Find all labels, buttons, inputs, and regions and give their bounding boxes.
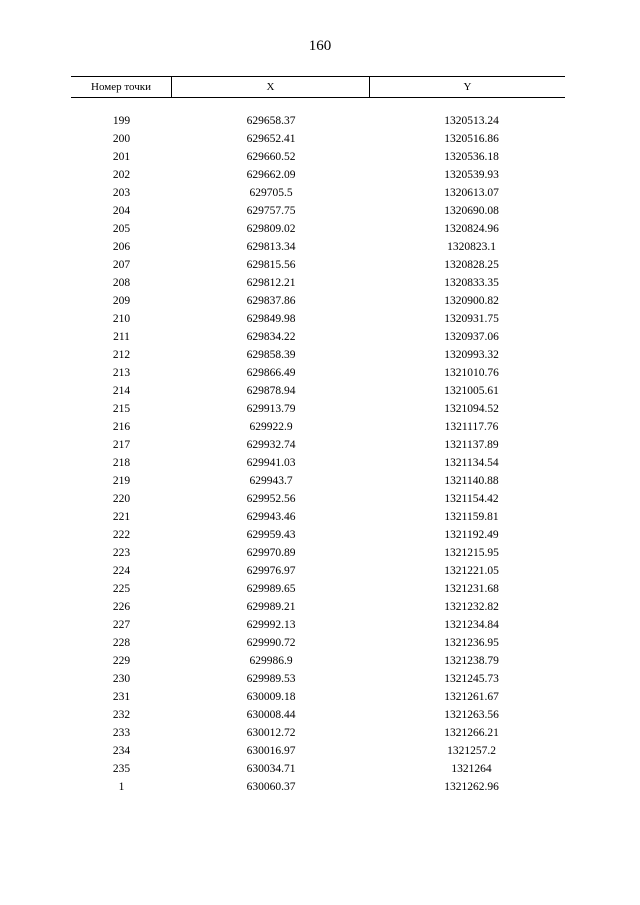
table-row bbox=[71, 616, 565, 634]
table-row bbox=[71, 418, 565, 436]
point-number-cell: 201 bbox=[112, 151, 131, 163]
x-coordinate-cell: 630034.71 bbox=[246, 763, 296, 775]
point-number-cell: 206 bbox=[112, 241, 131, 253]
table-row bbox=[71, 202, 565, 220]
point-number-cell: 212 bbox=[112, 349, 131, 361]
y-coordinate-cell: 1320931.75 bbox=[444, 313, 499, 325]
point-number-cell: 215 bbox=[112, 403, 131, 415]
table-row bbox=[71, 130, 565, 148]
x-coordinate-cell: 629849.98 bbox=[246, 313, 296, 325]
x-coordinate-cell: 629662.09 bbox=[246, 169, 296, 181]
point-number-cell: 225 bbox=[112, 583, 131, 595]
point-number-cell: 200 bbox=[112, 133, 131, 145]
x-coordinate-cell: 629989.65 bbox=[246, 583, 296, 595]
point-number-cell: 210 bbox=[112, 313, 131, 325]
table-row bbox=[71, 436, 565, 454]
y-coordinate-cell: 1321236.95 bbox=[444, 637, 499, 649]
y-coordinate-cell: 1321159.81 bbox=[444, 511, 499, 523]
table-row bbox=[71, 310, 565, 328]
x-coordinate-cell: 629812.21 bbox=[246, 277, 296, 289]
point-number-cell: 233 bbox=[112, 727, 131, 739]
point-number-cell: 220 bbox=[112, 493, 131, 505]
table-row bbox=[71, 634, 565, 652]
y-coordinate-cell: 1321245.73 bbox=[444, 673, 499, 685]
point-number-cell: 234 bbox=[112, 745, 131, 757]
point-number-cell: 228 bbox=[112, 637, 131, 649]
x-coordinate-cell: 629989.21 bbox=[246, 601, 296, 613]
table-row bbox=[71, 778, 565, 796]
y-coordinate-cell: 1321232.82 bbox=[444, 601, 499, 613]
table-row bbox=[71, 526, 565, 544]
x-coordinate-cell: 629757.75 bbox=[246, 205, 296, 217]
y-coordinate-cell: 1321264 bbox=[451, 763, 492, 775]
y-coordinate-cell: 1320613.07 bbox=[444, 187, 499, 199]
y-coordinate-cell: 1321094.52 bbox=[444, 403, 499, 415]
point-number-cell: 203 bbox=[112, 187, 131, 199]
y-coordinate-cell: 1321154.42 bbox=[444, 493, 499, 505]
table-row bbox=[71, 760, 565, 778]
x-coordinate-cell: 629809.02 bbox=[246, 223, 296, 235]
point-number-cell: 222 bbox=[112, 529, 131, 541]
y-coordinate-cell: 1320516.86 bbox=[444, 133, 499, 145]
table-row bbox=[71, 670, 565, 688]
y-coordinate-cell: 1321261.67 bbox=[444, 691, 499, 703]
y-coordinate-cell: 1320513.24 bbox=[444, 115, 499, 127]
y-coordinate-cell: 1320824.96 bbox=[444, 223, 499, 235]
y-coordinate-cell: 1320833.35 bbox=[444, 277, 499, 289]
point-number-cell: 231 bbox=[112, 691, 131, 703]
header-point-number: Номер точки bbox=[71, 77, 172, 97]
table-row bbox=[71, 364, 565, 382]
x-coordinate-cell: 629913.79 bbox=[246, 403, 296, 415]
table-row bbox=[71, 742, 565, 760]
table-row bbox=[71, 454, 565, 472]
header-y: Y bbox=[463, 81, 472, 93]
y-coordinate-cell: 1321266.21 bbox=[444, 727, 499, 739]
x-coordinate-cell: 629866.49 bbox=[246, 367, 296, 379]
x-coordinate-cell: 629858.39 bbox=[246, 349, 296, 361]
x-coordinate-cell: 629705.5 bbox=[249, 187, 293, 199]
table-row bbox=[71, 292, 565, 310]
y-coordinate-cell: 1320823.1 bbox=[447, 241, 496, 253]
x-coordinate-cell: 629941.03 bbox=[246, 457, 296, 469]
x-coordinate-cell: 629652.41 bbox=[246, 133, 296, 145]
x-coordinate-cell: 629878.94 bbox=[246, 385, 296, 397]
x-coordinate-cell: 629658.37 bbox=[246, 115, 296, 127]
table-row bbox=[71, 490, 565, 508]
y-coordinate-cell: 1321221.05 bbox=[444, 565, 499, 577]
table-row bbox=[71, 652, 565, 670]
point-number-cell: 229 bbox=[112, 655, 131, 667]
x-coordinate-cell: 630016.97 bbox=[246, 745, 296, 757]
point-number-cell: 217 bbox=[112, 439, 131, 451]
x-coordinate-cell: 629932.74 bbox=[246, 439, 296, 451]
table-row bbox=[71, 238, 565, 256]
point-number-cell: 204 bbox=[112, 205, 131, 217]
point-number-cell: 230 bbox=[112, 673, 131, 685]
y-coordinate-cell: 1320536.18 bbox=[444, 151, 499, 163]
coordinates-table bbox=[71, 76, 565, 796]
y-coordinate-cell: 1321257.2 bbox=[447, 745, 496, 757]
table-row bbox=[71, 256, 565, 274]
table-row bbox=[71, 598, 565, 616]
point-number-cell: 216 bbox=[112, 421, 131, 433]
y-coordinate-cell: 1321262.96 bbox=[444, 781, 499, 793]
x-coordinate-cell: 629815.56 bbox=[246, 259, 296, 271]
page-number: 160 bbox=[308, 38, 332, 54]
y-coordinate-cell: 1321215.95 bbox=[444, 547, 499, 559]
table-row bbox=[71, 544, 565, 562]
table-row bbox=[71, 400, 565, 418]
y-coordinate-cell: 1320900.82 bbox=[444, 295, 499, 307]
x-coordinate-cell: 629992.13 bbox=[246, 619, 296, 631]
x-coordinate-cell: 629959.43 bbox=[246, 529, 296, 541]
point-number-cell: 202 bbox=[112, 169, 131, 181]
x-coordinate-cell: 629976.97 bbox=[246, 565, 296, 577]
point-number-cell: 235 bbox=[112, 763, 131, 775]
point-number-cell: 207 bbox=[112, 259, 131, 271]
x-coordinate-cell: 630060.37 bbox=[246, 781, 296, 793]
x-coordinate-cell: 630012.72 bbox=[246, 727, 296, 739]
x-coordinate-cell: 629943.46 bbox=[246, 511, 296, 523]
point-number-cell: 214 bbox=[112, 385, 131, 397]
table-row bbox=[71, 382, 565, 400]
x-coordinate-cell: 629986.9 bbox=[249, 655, 293, 667]
table-row bbox=[71, 148, 565, 166]
table-row bbox=[71, 184, 565, 202]
y-coordinate-cell: 1320993.32 bbox=[444, 349, 499, 361]
y-coordinate-cell: 1320828.25 bbox=[444, 259, 499, 271]
x-coordinate-cell: 630009.18 bbox=[246, 691, 296, 703]
table-header bbox=[71, 76, 565, 98]
y-coordinate-cell: 1321238.79 bbox=[444, 655, 499, 667]
x-coordinate-cell: 629922.9 bbox=[249, 421, 293, 433]
point-number-cell: 1 bbox=[118, 781, 125, 793]
point-number-cell: 199 bbox=[112, 115, 131, 127]
point-number-cell: 213 bbox=[112, 367, 131, 379]
table-row bbox=[71, 274, 565, 292]
table-row bbox=[71, 472, 565, 490]
x-coordinate-cell: 629952.56 bbox=[246, 493, 296, 505]
y-coordinate-cell: 1321117.76 bbox=[444, 421, 499, 433]
y-coordinate-cell: 1321140.88 bbox=[444, 475, 499, 487]
point-number-cell: 205 bbox=[112, 223, 131, 235]
table-row bbox=[71, 706, 565, 724]
x-coordinate-cell: 629990.72 bbox=[246, 637, 296, 649]
table-row bbox=[71, 724, 565, 742]
x-coordinate-cell: 629970.89 bbox=[246, 547, 296, 559]
table-row bbox=[71, 688, 565, 706]
y-coordinate-cell: 1320539.93 bbox=[444, 169, 499, 181]
x-coordinate-cell: 629660.52 bbox=[246, 151, 296, 163]
table-row bbox=[71, 328, 565, 346]
table-row bbox=[71, 508, 565, 526]
y-coordinate-cell: 1321134.54 bbox=[444, 457, 499, 469]
y-coordinate-cell: 1321234.84 bbox=[444, 619, 499, 631]
point-number-cell: 209 bbox=[112, 295, 131, 307]
y-coordinate-cell: 1321192.49 bbox=[444, 529, 499, 541]
x-coordinate-cell: 629837.86 bbox=[246, 295, 296, 307]
point-number-cell: 224 bbox=[112, 565, 131, 577]
table-body bbox=[71, 112, 565, 796]
point-number-cell: 232 bbox=[112, 709, 131, 721]
table-row bbox=[71, 580, 565, 598]
table-row bbox=[71, 562, 565, 580]
point-number-cell: 219 bbox=[112, 475, 131, 487]
y-coordinate-cell: 1320937.06 bbox=[444, 331, 499, 343]
x-coordinate-cell: 629813.34 bbox=[246, 241, 296, 253]
table-row bbox=[71, 346, 565, 364]
x-coordinate-cell: 629989.53 bbox=[246, 673, 296, 685]
y-coordinate-cell: 1321263.56 bbox=[444, 709, 499, 721]
point-number-cell: 227 bbox=[112, 619, 131, 631]
table-row bbox=[71, 112, 565, 130]
y-coordinate-cell: 1321231.68 bbox=[444, 583, 499, 595]
point-number-cell: 226 bbox=[112, 601, 131, 613]
point-number-cell: 218 bbox=[112, 457, 131, 469]
point-number-cell: 221 bbox=[112, 511, 131, 523]
point-number-cell: 208 bbox=[112, 277, 131, 289]
x-coordinate-cell: 629943.7 bbox=[249, 475, 293, 487]
table-row bbox=[71, 220, 565, 238]
x-coordinate-cell: 630008.44 bbox=[246, 709, 296, 721]
x-coordinate-cell: 629834.22 bbox=[246, 331, 296, 343]
y-coordinate-cell: 1321137.89 bbox=[444, 439, 499, 451]
y-coordinate-cell: 1321010.76 bbox=[444, 367, 499, 379]
point-number-cell: 211 bbox=[113, 331, 130, 343]
point-number-cell: 223 bbox=[112, 547, 131, 559]
y-coordinate-cell: 1321005.61 bbox=[444, 385, 499, 397]
table-row bbox=[71, 166, 565, 184]
header-x: X bbox=[172, 77, 370, 97]
y-coordinate-cell: 1320690.08 bbox=[444, 205, 499, 217]
